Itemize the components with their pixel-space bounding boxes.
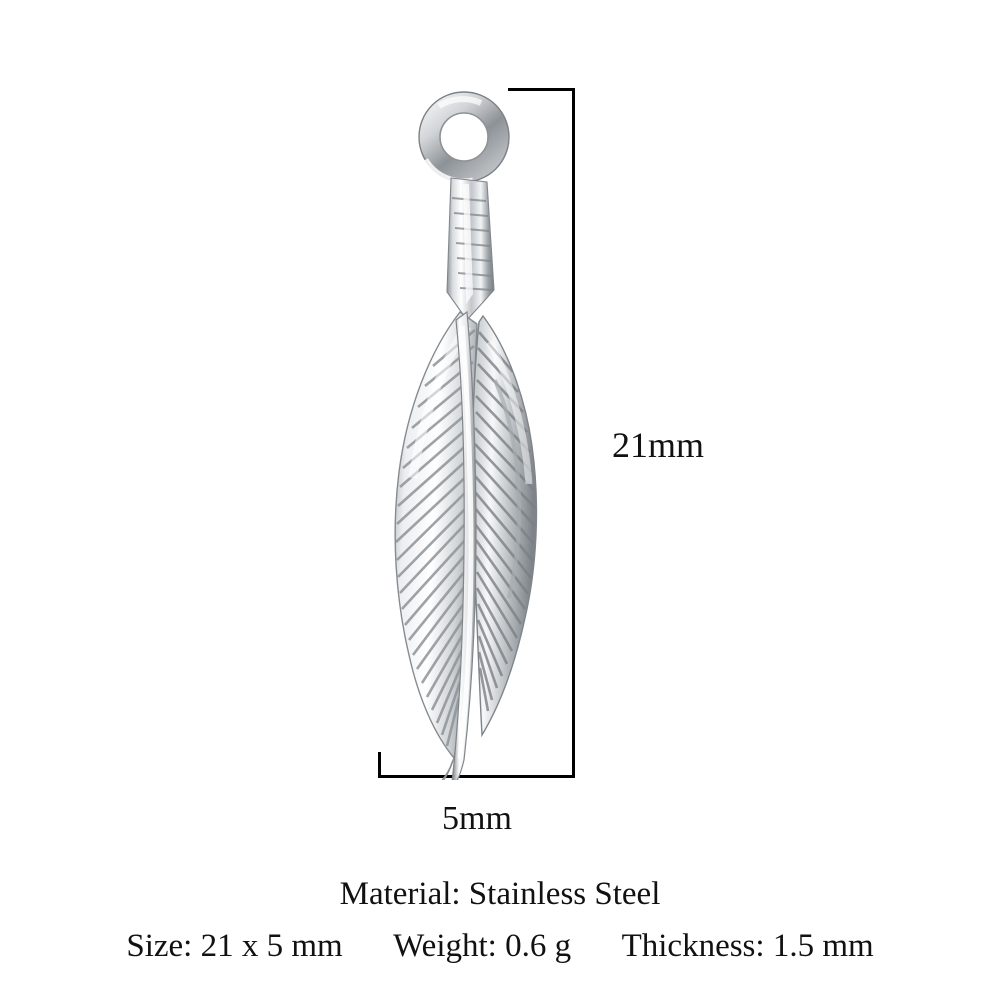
size-spec: Size: 21 x 5 mm [126,928,343,964]
width-dimension-label: 5mm [442,800,512,837]
quill-neck [447,178,494,320]
material-caption: Material: Stainless Steel [339,876,661,912]
feather-charm-svg [355,80,585,780]
weight-spec: Weight: 0.6 g [393,928,572,964]
height-dimension-label: 21mm [612,425,705,465]
thickness-spec: Thickness: 1.5 mm [621,928,874,964]
feather-charm-image [355,80,585,780]
jump-ring-loop [419,92,509,182]
feather-tip [435,758,454,780]
feather-right-vane [472,316,536,735]
specs-caption [0,928,1000,965]
